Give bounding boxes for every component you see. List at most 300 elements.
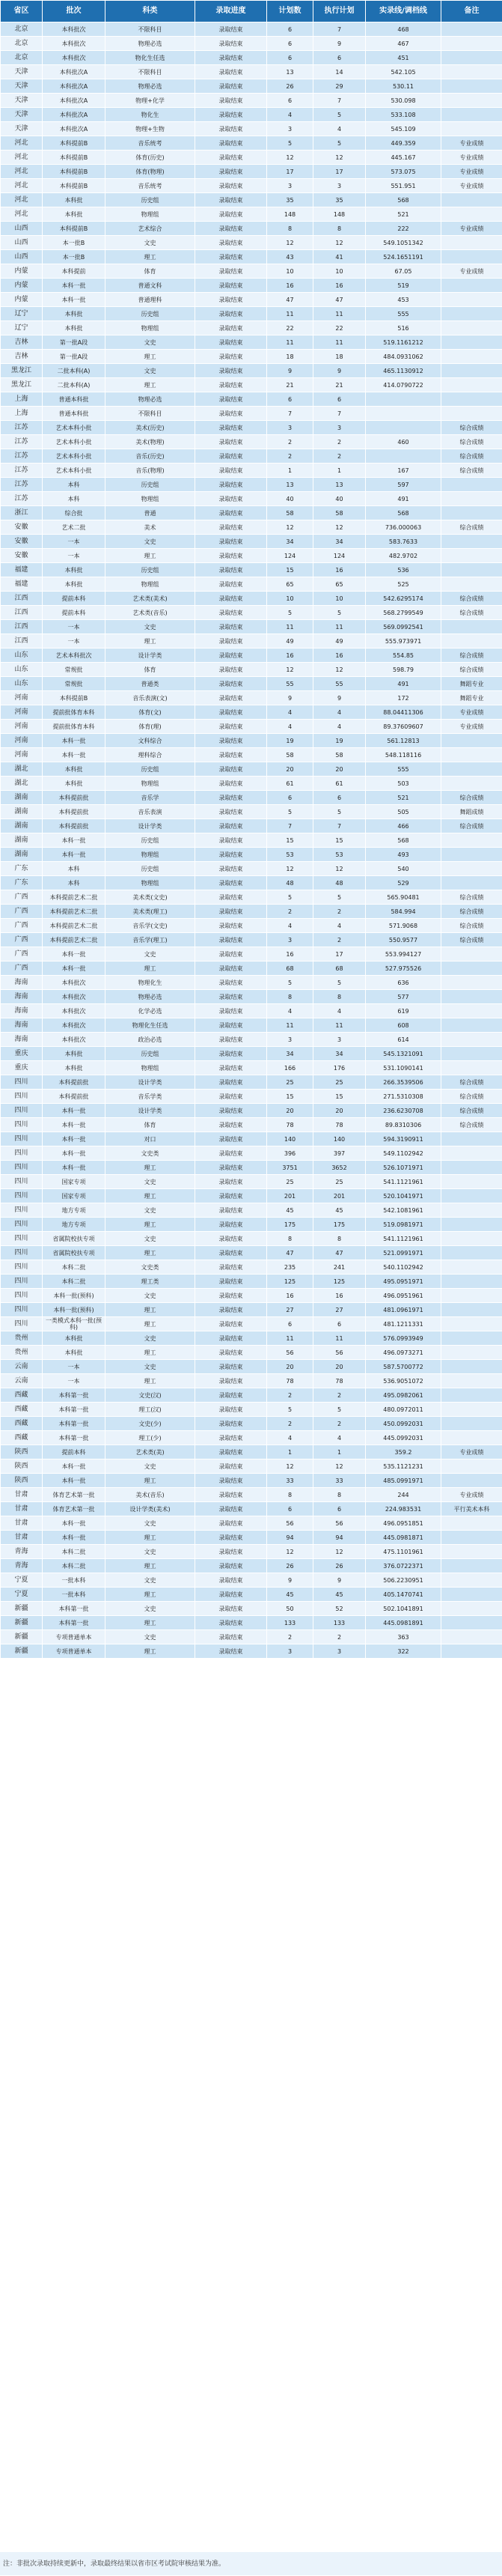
- cell-score: 545.109: [366, 122, 441, 136]
- cell-batch: 本科二批: [43, 1275, 105, 1289]
- cell-score: 475.1101961: [366, 1545, 441, 1559]
- cell-province: 天津: [1, 108, 43, 122]
- cell-subject: 音乐学: [105, 791, 195, 805]
- header-plan: 计划数: [267, 1, 313, 22]
- cell-progress: 录取结束: [195, 1246, 267, 1260]
- cell-plan: 16: [267, 1289, 313, 1303]
- cell-plan: 3751: [267, 1161, 313, 1175]
- cell-executed: 25: [313, 1075, 366, 1090]
- cell-subject: 物理化生: [105, 976, 195, 990]
- cell-executed: 6: [313, 51, 366, 65]
- cell-batch: 本科: [43, 876, 105, 890]
- cell-remark: 舞蹈专业: [441, 677, 502, 691]
- cell-score: 549.1102942: [366, 1146, 441, 1161]
- cell-province: 青海: [1, 1559, 43, 1573]
- cell-remark: [441, 65, 502, 79]
- cell-province: 四川: [1, 1090, 43, 1104]
- cell-score: 460: [366, 435, 441, 449]
- cell-batch: 第一批A段: [43, 350, 105, 364]
- cell-subject: 文史: [105, 1459, 195, 1474]
- cell-progress: 录取结束: [195, 1275, 267, 1289]
- cell-remark: [441, 762, 502, 777]
- cell-plan: 2: [267, 905, 313, 919]
- cell-batch: 本科提前B: [43, 222, 105, 236]
- cell-subject: 文科综合: [105, 734, 195, 748]
- cell-subject: 理工: [105, 1161, 195, 1175]
- cell-executed: 3: [313, 421, 366, 435]
- cell-score: 542.1081961: [366, 1203, 441, 1218]
- cell-score: 414.0790722: [366, 378, 441, 392]
- cell-subject: 物理组: [105, 777, 195, 791]
- cell-province: 海南: [1, 1018, 43, 1033]
- cell-remark: [441, 1033, 502, 1047]
- cell-executed: 125: [313, 1275, 366, 1289]
- cell-batch: 本科一批(预科): [43, 1289, 105, 1303]
- cell-progress: 录取结束: [195, 421, 267, 435]
- table-row: [1, 1459, 502, 1474]
- cell-province: 四川: [1, 1246, 43, 1260]
- cell-batch: 本科提前批: [43, 1075, 105, 1090]
- header-batch: 批次: [43, 1, 105, 22]
- header-progress: 录取进度: [195, 1, 267, 22]
- table-row: [1, 1047, 502, 1061]
- cell-score: [366, 449, 441, 464]
- cell-plan: 18: [267, 350, 313, 364]
- cell-executed: 7: [313, 22, 366, 37]
- cell-subject: 文史: [105, 1175, 195, 1189]
- cell-province: 广西: [1, 933, 43, 947]
- cell-batch: 本科: [43, 492, 105, 506]
- cell-remark: 专业成绩: [441, 1445, 502, 1459]
- cell-batch: 本科二批: [43, 1559, 105, 1573]
- cell-subject: 不限科目: [105, 407, 195, 421]
- cell-batch: 本科提前批: [43, 1090, 105, 1104]
- cell-remark: [441, 1602, 502, 1616]
- cell-progress: 录取结束: [195, 1331, 267, 1346]
- cell-remark: [441, 1417, 502, 1431]
- cell-batch: 本科提前: [43, 264, 105, 279]
- cell-subject: 体育(理): [105, 720, 195, 734]
- cell-subject: 音乐表演(文): [105, 691, 195, 705]
- cell-batch: 一本: [43, 634, 105, 648]
- cell-province: 新疆: [1, 1630, 43, 1644]
- cell-province: 山东: [1, 648, 43, 663]
- cell-progress: 录取结束: [195, 720, 267, 734]
- table-row: [1, 193, 502, 207]
- cell-plan: 45: [267, 1588, 313, 1602]
- cell-plan: 65: [267, 577, 313, 592]
- cell-subject: 物理组: [105, 207, 195, 222]
- cell-subject: 艺术类(美): [105, 1445, 195, 1459]
- cell-progress: 录取结束: [195, 634, 267, 648]
- cell-batch: 省属院校扶专项: [43, 1246, 105, 1260]
- cell-province: 四川: [1, 1175, 43, 1189]
- cell-batch: 省属院校扶专项: [43, 1232, 105, 1246]
- table-row: [1, 1616, 502, 1630]
- cell-batch: 本科一批: [43, 293, 105, 307]
- cell-subject: 物理组: [105, 1061, 195, 1075]
- table-row: [1, 1075, 502, 1090]
- cell-subject: 文史: [105, 236, 195, 250]
- cell-executed: 9: [313, 1573, 366, 1588]
- cell-province: 青海: [1, 1545, 43, 1559]
- cell-subject: 音乐统考: [105, 136, 195, 151]
- cell-remark: 专业成绩: [441, 222, 502, 236]
- cell-executed: 176: [313, 1061, 366, 1075]
- cell-subject: 体育: [105, 264, 195, 279]
- table-row: [1, 848, 502, 862]
- cell-province: 湖南: [1, 819, 43, 833]
- cell-subject: 文史: [105, 1360, 195, 1374]
- cell-plan: 49: [267, 634, 313, 648]
- cell-progress: 录取结束: [195, 449, 267, 464]
- cell-progress: 录取结束: [195, 535, 267, 549]
- table-row: [1, 1232, 502, 1246]
- cell-score: 530.098: [366, 94, 441, 108]
- cell-progress: 录取结束: [195, 1033, 267, 1047]
- cell-executed: 20: [313, 1104, 366, 1118]
- cell-score: 468: [366, 22, 441, 37]
- cell-executed: 94: [313, 1531, 366, 1545]
- cell-batch: 常规批: [43, 677, 105, 691]
- cell-province: 四川: [1, 1075, 43, 1090]
- cell-score: 495.0951971: [366, 1275, 441, 1289]
- header-executed: 执行计划: [313, 1, 366, 22]
- table-row: [1, 876, 502, 890]
- table-row: [1, 1360, 502, 1374]
- cell-batch: 本科批: [43, 307, 105, 321]
- cell-plan: 3: [267, 421, 313, 435]
- cell-score: 167: [366, 464, 441, 478]
- table-row: [1, 720, 502, 734]
- cell-score: 496.0973271: [366, 1346, 441, 1360]
- cell-remark: [441, 1431, 502, 1445]
- table-row: [1, 478, 502, 492]
- cell-subject: 艺术类(美术): [105, 592, 195, 606]
- table-row: [1, 990, 502, 1004]
- cell-province: 湖南: [1, 791, 43, 805]
- cell-progress: 录取结束: [195, 350, 267, 364]
- cell-score: 561.12813: [366, 734, 441, 748]
- cell-subject: 美术类(理工): [105, 905, 195, 919]
- cell-subject: 理工: [105, 962, 195, 976]
- cell-executed: 2: [313, 933, 366, 947]
- cell-progress: 录取结束: [195, 506, 267, 520]
- cell-batch: 本科批次A: [43, 122, 105, 136]
- cell-progress: 录取结束: [195, 335, 267, 350]
- cell-executed: 5: [313, 108, 366, 122]
- cell-remark: [441, 364, 502, 378]
- cell-executed: 56: [313, 1346, 366, 1360]
- cell-plan: 11: [267, 1331, 313, 1346]
- table-row: [1, 1246, 502, 1260]
- table-row: [1, 335, 502, 350]
- cell-plan: 8: [267, 222, 313, 236]
- cell-score: 540: [366, 862, 441, 876]
- cell-batch: 本科批次A: [43, 79, 105, 94]
- cell-subject: 音乐(历史): [105, 449, 195, 464]
- cell-executed: 34: [313, 1047, 366, 1061]
- cell-batch: 常规批: [43, 663, 105, 677]
- cell-plan: 6: [267, 51, 313, 65]
- cell-executed: 16: [313, 648, 366, 663]
- cell-province: 陕西: [1, 1474, 43, 1488]
- cell-executed: 78: [313, 1118, 366, 1132]
- cell-plan: 10: [267, 264, 313, 279]
- cell-subject: 文史: [105, 1545, 195, 1559]
- cell-progress: 录取结束: [195, 222, 267, 236]
- cell-batch: 二批本科(A): [43, 378, 105, 392]
- cell-batch: 体育艺术第一批: [43, 1502, 105, 1516]
- cell-score: 526.1071971: [366, 1161, 441, 1175]
- cell-score: 597: [366, 478, 441, 492]
- table-row: [1, 1061, 502, 1075]
- cell-province: 四川: [1, 1317, 43, 1331]
- cell-progress: 录取结束: [195, 1232, 267, 1246]
- cell-plan: 9: [267, 364, 313, 378]
- cell-subject: 历史组: [105, 478, 195, 492]
- cell-executed: 4: [313, 1004, 366, 1018]
- cell-executed: 16: [313, 563, 366, 577]
- cell-progress: 录取结束: [195, 108, 267, 122]
- table-row: [1, 1175, 502, 1189]
- cell-remark: [441, 1218, 502, 1232]
- cell-score: 550.9577: [366, 933, 441, 947]
- cell-province: 黑龙江: [1, 378, 43, 392]
- cell-score: 445.0981871: [366, 1531, 441, 1545]
- cell-province: 河南: [1, 734, 43, 748]
- cell-subject: 体育(文): [105, 705, 195, 720]
- cell-province: 广西: [1, 905, 43, 919]
- cell-remark: [441, 1331, 502, 1346]
- cell-plan: 48: [267, 876, 313, 890]
- cell-subject: 物理组: [105, 492, 195, 506]
- table-row: [1, 1303, 502, 1317]
- cell-progress: 录取结束: [195, 933, 267, 947]
- cell-province: 四川: [1, 1232, 43, 1246]
- cell-batch: 本科提前B: [43, 691, 105, 705]
- cell-progress: 录取结束: [195, 435, 267, 449]
- cell-province: 四川: [1, 1218, 43, 1232]
- cell-province: 新疆: [1, 1644, 43, 1659]
- cell-remark: [441, 51, 502, 65]
- cell-subject: 音乐学类: [105, 1090, 195, 1104]
- cell-progress: 录取结束: [195, 947, 267, 962]
- cell-province: 新疆: [1, 1602, 43, 1616]
- table-row: [1, 1445, 502, 1459]
- cell-remark: [441, 1289, 502, 1303]
- cell-subject: 物理组: [105, 848, 195, 862]
- cell-executed: 15: [313, 833, 366, 848]
- cell-score: 445.0992031: [366, 1431, 441, 1445]
- cell-executed: 58: [313, 748, 366, 762]
- cell-score: 89.37609607: [366, 720, 441, 734]
- cell-plan: 3: [267, 933, 313, 947]
- cell-plan: 201: [267, 1189, 313, 1203]
- cell-score: 445.0981891: [366, 1616, 441, 1630]
- cell-score: 554.85: [366, 648, 441, 663]
- cell-subject: 历史组: [105, 862, 195, 876]
- cell-score: 271.5310308: [366, 1090, 441, 1104]
- cell-score: 244: [366, 1488, 441, 1502]
- cell-remark: 综合成绩: [441, 1090, 502, 1104]
- cell-executed: 21: [313, 378, 366, 392]
- cell-subject: 物理组: [105, 876, 195, 890]
- cell-remark: [441, 1346, 502, 1360]
- cell-progress: 录取结束: [195, 663, 267, 677]
- cell-executed: 1: [313, 1445, 366, 1459]
- table-row: [1, 1388, 502, 1403]
- cell-province: 河北: [1, 151, 43, 165]
- table-row: [1, 321, 502, 335]
- table-row: [1, 905, 502, 919]
- cell-batch: 普通本科批: [43, 407, 105, 421]
- cell-plan: 15: [267, 833, 313, 848]
- cell-batch: 综合批: [43, 506, 105, 520]
- cell-province: 湖南: [1, 833, 43, 848]
- cell-subject: 物理必选: [105, 79, 195, 94]
- cell-plan: 8: [267, 1488, 313, 1502]
- cell-province: 四川: [1, 1260, 43, 1275]
- cell-remark: [441, 236, 502, 250]
- cell-province: 四川: [1, 1161, 43, 1175]
- cell-subject: 不限科目: [105, 65, 195, 79]
- table-row: [1, 392, 502, 407]
- cell-batch: 本科批: [43, 1331, 105, 1346]
- cell-subject: 理工: [105, 250, 195, 264]
- table-row: [1, 634, 502, 648]
- cell-province: 河北: [1, 207, 43, 222]
- cell-executed: 45: [313, 1588, 366, 1602]
- cell-subject: 文史: [105, 620, 195, 634]
- cell-plan: 16: [267, 648, 313, 663]
- cell-executed: 11: [313, 1331, 366, 1346]
- cell-province: 陕西: [1, 1445, 43, 1459]
- cell-score: 535.1121231: [366, 1459, 441, 1474]
- cell-score: 505: [366, 805, 441, 819]
- cell-plan: 125: [267, 1275, 313, 1289]
- cell-executed: 6: [313, 1502, 366, 1516]
- cell-subject: 理工: [105, 1531, 195, 1545]
- cell-province: 浙江: [1, 506, 43, 520]
- table-row: [1, 1431, 502, 1445]
- cell-batch: 本科一批: [43, 1459, 105, 1474]
- cell-remark: 综合成绩: [441, 421, 502, 435]
- cell-score: 484.0931062: [366, 350, 441, 364]
- cell-executed: 2: [313, 1388, 366, 1403]
- cell-score: 577: [366, 990, 441, 1004]
- cell-subject: 文史(汉): [105, 1388, 195, 1403]
- cell-remark: 综合成绩: [441, 933, 502, 947]
- table-row: [1, 648, 502, 663]
- cell-plan: 6: [267, 22, 313, 37]
- table-row: [1, 1275, 502, 1289]
- cell-batch: 本科第一批: [43, 1403, 105, 1417]
- cell-batch: 体育艺术第一批: [43, 1488, 105, 1502]
- cell-progress: 录取结束: [195, 1061, 267, 1075]
- cell-progress: 录取结束: [195, 1488, 267, 1502]
- cell-plan: 9: [267, 691, 313, 705]
- cell-score: 502.1041891: [366, 1602, 441, 1616]
- cell-executed: 16: [313, 279, 366, 293]
- cell-score: 527.975526: [366, 962, 441, 976]
- table-row: [1, 520, 502, 535]
- cell-progress: 录取结束: [195, 748, 267, 762]
- table-row: [1, 51, 502, 65]
- cell-subject: 文史: [105, 1630, 195, 1644]
- cell-progress: 录取结束: [195, 1630, 267, 1644]
- cell-plan: 2: [267, 435, 313, 449]
- cell-executed: 5: [313, 1403, 366, 1417]
- cell-executed: 3: [313, 1644, 366, 1659]
- cell-province: 北京: [1, 22, 43, 37]
- cell-subject: 文史(少): [105, 1417, 195, 1431]
- cell-plan: 6: [267, 94, 313, 108]
- cell-executed: 5: [313, 976, 366, 990]
- cell-remark: [441, 207, 502, 222]
- cell-subject: 普通: [105, 506, 195, 520]
- cell-score: 568: [366, 193, 441, 207]
- cell-batch: 本科二批: [43, 1260, 105, 1275]
- cell-batch: 本一批B: [43, 250, 105, 264]
- cell-remark: 综合成绩: [441, 435, 502, 449]
- cell-progress: 录取结束: [195, 151, 267, 165]
- cell-province: 海南: [1, 976, 43, 990]
- cell-executed: 33: [313, 1474, 366, 1488]
- cell-plan: 58: [267, 748, 313, 762]
- cell-score: 376.0722371: [366, 1559, 441, 1573]
- cell-province: 天津: [1, 65, 43, 79]
- table-row: [1, 1146, 502, 1161]
- cell-executed: 18: [313, 350, 366, 364]
- cell-subject: 理工: [105, 1303, 195, 1317]
- cell-province: 辽宁: [1, 307, 43, 321]
- table-row: [1, 136, 502, 151]
- cell-batch: 本科第一批: [43, 1616, 105, 1630]
- cell-subject: 理科综合: [105, 748, 195, 762]
- cell-subject: 理工: [105, 350, 195, 364]
- cell-executed: 12: [313, 236, 366, 250]
- cell-score: 598.79: [366, 663, 441, 677]
- cell-executed: 11: [313, 335, 366, 350]
- cell-executed: 3: [313, 179, 366, 193]
- cell-province: 西藏: [1, 1388, 43, 1403]
- cell-progress: 录取结束: [195, 193, 267, 207]
- cell-progress: 录取结束: [195, 122, 267, 136]
- cell-remark: [441, 478, 502, 492]
- cell-subject: 普通类: [105, 677, 195, 691]
- cell-batch: 本科: [43, 478, 105, 492]
- cell-progress: 录取结束: [195, 1545, 267, 1559]
- cell-subject: 音乐统考: [105, 179, 195, 193]
- cell-plan: 40: [267, 492, 313, 506]
- cell-remark: 综合成绩: [441, 1104, 502, 1118]
- cell-score: 568: [366, 506, 441, 520]
- table-row: [1, 762, 502, 777]
- table-row: [1, 677, 502, 691]
- cell-province: 天津: [1, 79, 43, 94]
- cell-progress: 录取结束: [195, 620, 267, 634]
- cell-plan: 53: [267, 848, 313, 862]
- cell-batch: 本科一批: [43, 962, 105, 976]
- cell-progress: 录取结束: [195, 1431, 267, 1445]
- cell-executed: 58: [313, 506, 366, 520]
- cell-score: 608: [366, 1018, 441, 1033]
- cell-plan: 94: [267, 1531, 313, 1545]
- cell-province: 山西: [1, 250, 43, 264]
- cell-progress: 录取结束: [195, 22, 267, 37]
- cell-progress: 录取结束: [195, 1531, 267, 1545]
